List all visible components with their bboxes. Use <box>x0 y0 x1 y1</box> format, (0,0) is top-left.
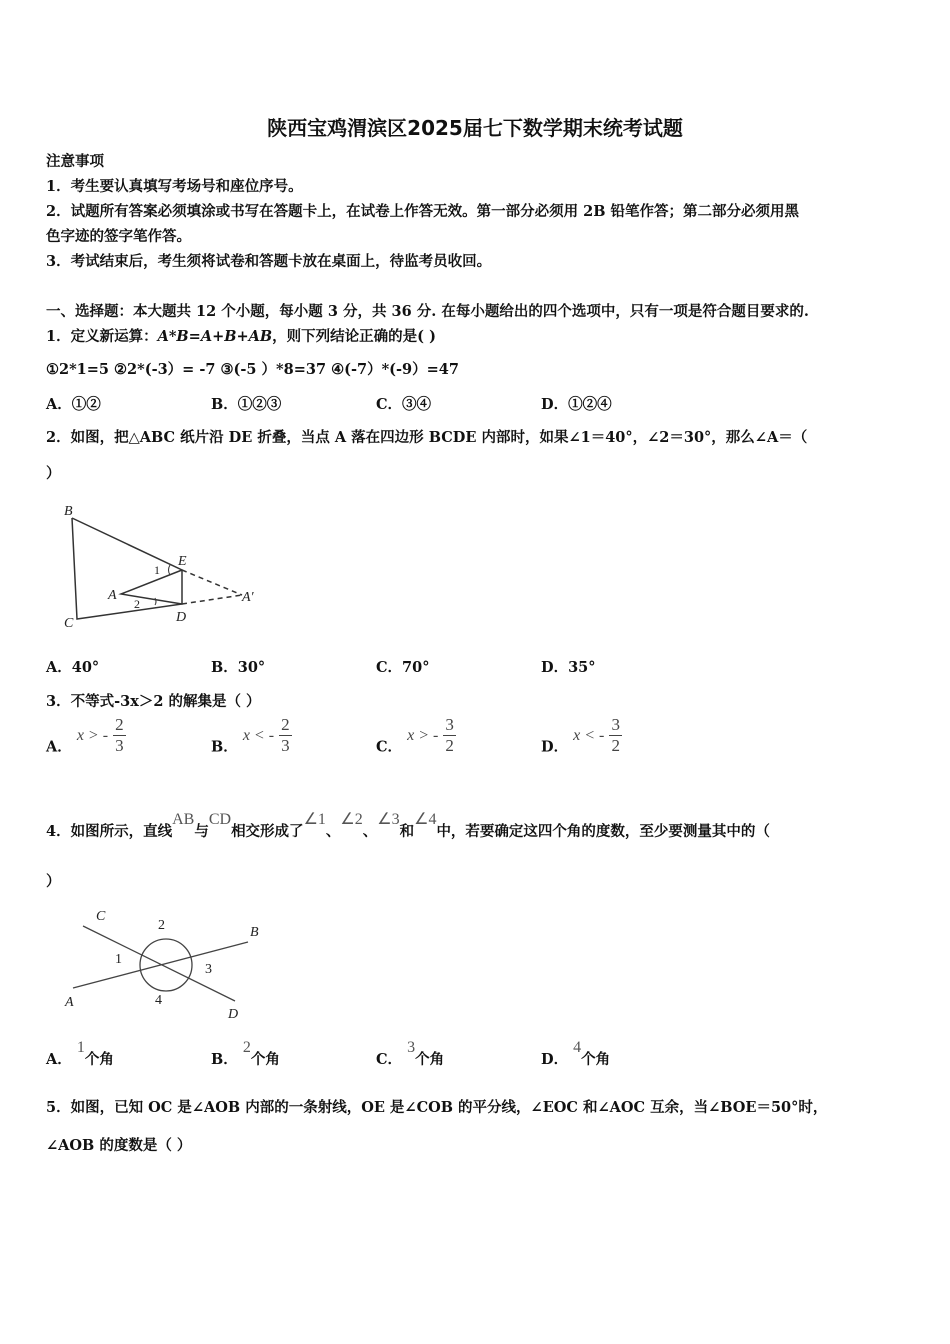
math-angle-3: ∠3 <box>377 811 400 828</box>
label-a: A <box>65 995 74 1010</box>
option-number: 2 <box>242 1039 251 1056</box>
q4-option-d[interactable] <box>541 1039 611 1070</box>
q3-option-c[interactable] <box>376 715 456 768</box>
label-3: 3 <box>205 962 212 977</box>
q1-option-a[interactable]: A．①② <box>46 396 101 413</box>
q4-option-c[interactable] <box>376 1039 445 1070</box>
fraction <box>279 715 292 756</box>
label-b: B <box>64 504 73 519</box>
option-label: C． <box>376 738 403 756</box>
q3-option-a[interactable] <box>46 715 126 768</box>
q1-formula: A*B=A+B+AB <box>157 328 273 345</box>
question-5-cont: ∠AOB 的度数是（ ） <box>46 1137 192 1154</box>
q2-triangle-figure <box>40 495 280 635</box>
q4-sep: 、 <box>325 823 341 840</box>
label-1: 1 <box>115 952 122 967</box>
q4-text: 4．如图所示，直线 <box>46 823 173 840</box>
option-label: D． <box>541 738 569 756</box>
denominator: 3 <box>115 736 124 755</box>
q4-text: 中，若要确定这四个角的度数，至少要测量其中的（ <box>436 823 770 840</box>
question-1 <box>46 327 436 347</box>
option-label: D． <box>541 1051 569 1068</box>
numerator: 2 <box>281 715 290 734</box>
q2-close: ） <box>46 465 61 482</box>
q4-text: 相交形成了 <box>231 823 304 840</box>
q4-text: 和 <box>399 823 415 840</box>
q3-option-d[interactable] <box>541 715 622 768</box>
q1-prefix: 1．定义新运算： <box>46 328 158 345</box>
math-angle-2: ∠2 <box>340 811 363 828</box>
notice-item: 色字迹的签字笔作答。 <box>46 228 191 245</box>
page-title: 陕西宝鸡渭滨区2025届七下数学期末统考试题 <box>267 116 683 140</box>
option-label: B． <box>211 1051 238 1068</box>
option-relation: x < - <box>242 726 275 744</box>
q4-close: ） <box>46 873 61 890</box>
notice-item: 2．试题所有答案必须填涂或书写在答题卡上，在试卷上作答无效。第一部分必须用 2B 铅笔作答；第二部分必须用黑 <box>46 203 800 220</box>
math-cd: CD <box>208 811 232 828</box>
q4-option-a[interactable] <box>46 1039 114 1070</box>
q2-option-d[interactable]: D．35° <box>541 659 596 676</box>
fraction <box>609 715 622 756</box>
label-b: B <box>250 925 259 940</box>
q2-option-c[interactable]: C．70° <box>376 659 430 676</box>
q2-option-a[interactable]: A．40° <box>46 659 100 676</box>
denominator: 2 <box>445 736 454 755</box>
label-d: D <box>176 610 187 625</box>
option-unit: 个角 <box>84 1051 114 1068</box>
notice-item: 1．考生要认真填写考场号和座位序号。 <box>46 178 303 195</box>
option-label: A． <box>46 1051 72 1068</box>
q1-option-b[interactable]: B．①②③ <box>211 396 282 413</box>
label-a-prime: A′ <box>242 590 254 605</box>
q2-option-b[interactable]: B．30° <box>211 659 266 676</box>
q1-option-d[interactable]: D．①②④ <box>541 396 612 413</box>
question-4 <box>46 811 770 842</box>
notice-item: 3．考试结束后，考生须将试卷和答题卡放在桌面上，待监考员收回。 <box>46 253 492 270</box>
denominator: 2 <box>611 736 620 755</box>
label-2: 2 <box>134 597 140 611</box>
option-unit: 个角 <box>250 1051 280 1068</box>
option-relation: x < - <box>573 726 605 744</box>
numerator: 2 <box>115 715 124 734</box>
option-unit: 个角 <box>581 1051 611 1068</box>
section-heading: 一、选择题：本大题共 12 个小题，每小题 3 分，共 36 分. 在每小题给出的四个选项中，只有一项是符合题目要求的. <box>46 303 809 320</box>
math-angle-4: ∠4 <box>414 811 437 828</box>
option-relation: x > - <box>407 726 439 744</box>
q4-intersecting-lines-figure <box>55 900 275 1025</box>
q4-option-b[interactable] <box>211 1039 280 1070</box>
label-d: D <box>228 1007 239 1022</box>
option-label: B． <box>211 738 238 756</box>
numerator: 3 <box>445 715 454 734</box>
option-number: 4 <box>573 1039 582 1056</box>
label-a: A <box>108 588 117 603</box>
option-number: 3 <box>407 1039 416 1056</box>
label-c: C <box>64 616 74 631</box>
question-5: 5．如图，已知 OC 是∠AOB 内部的一条射线，OE 是∠COB 的平分线，∠EOC 和∠AOC 互余，当∠BOE＝50°时， <box>46 1099 828 1116</box>
fraction <box>443 715 456 756</box>
q1-option-c[interactable]: C．③④ <box>376 396 432 413</box>
numerator: 3 <box>611 715 620 734</box>
denominator: 3 <box>281 736 290 755</box>
q1-statements: ①2*1=5 ②2*(-3）= -7 ③(-5 ）*8=37 ④(-7）*(-9）=47 <box>46 361 459 378</box>
option-number: 1 <box>76 1039 85 1056</box>
notice-heading: 注意事项 <box>46 153 104 170</box>
label-4: 4 <box>155 993 162 1008</box>
option-label: C． <box>376 1051 403 1068</box>
option-unit: 个角 <box>415 1051 445 1068</box>
label-2: 2 <box>158 918 165 933</box>
fraction <box>113 715 126 756</box>
q3-option-b[interactable] <box>211 715 292 768</box>
q4-sep: 、 <box>362 823 378 840</box>
label-1: 1 <box>154 563 160 577</box>
option-label: A． <box>46 738 72 756</box>
math-ab: AB <box>172 811 195 828</box>
question-2: 2．如图，把△ABC 纸片沿 DE 折叠，当点 A 落在四边形 BCDE 内部时，如果∠1＝40°，∠2＝30°，那么∠A＝（ <box>46 429 808 446</box>
label-c: C <box>96 909 106 924</box>
option-relation: x > - <box>76 726 109 744</box>
question-3: 3．不等式-3x＞2 的解集是（ ） <box>46 693 261 710</box>
q1-suffix: ，则下列结论正确的是( ) <box>272 328 436 345</box>
label-e: E <box>178 554 187 569</box>
q4-text: 与 <box>194 823 209 840</box>
math-angle-1: ∠1 <box>303 811 326 828</box>
